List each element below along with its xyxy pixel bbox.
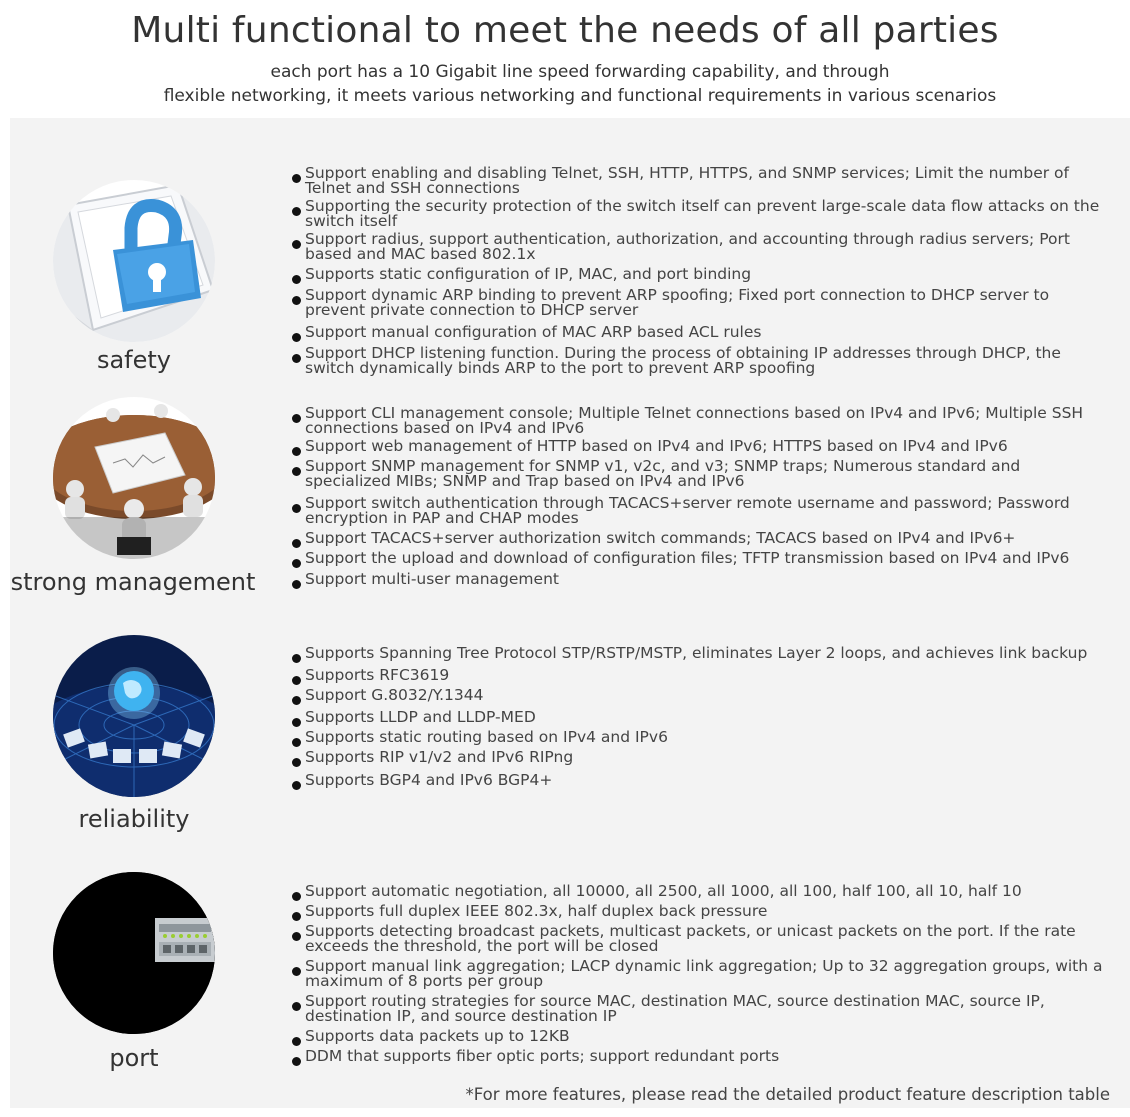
list-item: Supports full duplex IEEE 802.3x, half duplex back pressure xyxy=(291,904,1111,919)
list-item: Supports LLDP and LLDP-MED xyxy=(291,710,1111,725)
list-item: Support DHCP listening function. During the process of obtaining IP addresses through DHCP, the switch dynamically binds ARP to the port to prevent ARP spoofing xyxy=(291,346,1111,376)
list-item: Supports RIP v1/v2 and IPv6 RIPng xyxy=(291,750,1111,765)
list-item: Support manual configuration of MAC ARP based ACL rules xyxy=(291,325,1111,340)
list-item: Support multi-user management xyxy=(291,572,1111,587)
meeting-table-icon xyxy=(53,397,215,559)
list-item: Supports detecting broadcast packets, multicast packets, or unicast packets on the port. If the rate exceeds the threshold, the port will be closed xyxy=(291,924,1111,954)
list-item: Supports data packets up to 12KB xyxy=(291,1029,1111,1044)
list-item: Support switch authentication through TACACS+server remote username and password; Password encryption in PAP and CHAP modes xyxy=(291,496,1111,526)
management-feature-list xyxy=(291,406,1111,587)
list-item: Support automatic negotiation, all 10000, all 2500, all 1000, all 100, half 100, all 10, half 10 xyxy=(291,884,1111,899)
list-item: Supports static configuration of IP, MAC, and port binding xyxy=(291,267,1111,282)
section-label-strong-management: strong management xyxy=(10,568,256,596)
list-item: Support enabling and disabling Telnet, SSH, HTTP, HTTPS, and SNMP services; Limit the number of Telnet and SSH connections xyxy=(291,166,1111,196)
subtitle-line-2: flexible networking, it meets various networking and functional requirements in various scenarios xyxy=(163,86,997,106)
list-item: Support SNMP management for SNMP v1, v2c, and v3; SNMP traps; Numerous standard and specialized MIBs; SNMP and Trap based on IPv4 and IPv6 xyxy=(291,459,1111,489)
port-feature-list xyxy=(291,884,1111,1064)
list-item: Support CLI management console; Multiple Telnet connections based on IPv4 and IPv6; Multiple SSH connections based on IPv4 and IPv6 xyxy=(291,406,1111,436)
ethernet-port-icon xyxy=(53,872,215,1034)
network-globe-icon xyxy=(53,635,215,797)
section-label-safety: safety xyxy=(96,346,172,374)
list-item: Support dynamic ARP binding to prevent ARP spoofing; Fixed port connection to DHCP server to prevent private connection to DHCP server xyxy=(291,288,1111,318)
list-item: Support TACACS+server authorization switch commands; TACACS based on IPv4 and IPv6+ xyxy=(291,531,1111,546)
list-item: Supports Spanning Tree Protocol STP/RSTP/MSTP, eliminates Layer 2 loops, and achieves link backup xyxy=(291,646,1111,661)
list-item: Support radius, support authentication, authorization, and accounting through radius servers; Port based and MAC based 802.1x xyxy=(291,232,1111,262)
list-item: Support routing strategies for source MAC, destination MAC, source destination MAC, source IP, destination IP, and source destination IP xyxy=(291,994,1111,1024)
subtitle-line-1: each port has a 10 Gigabit line speed forwarding capability, and through xyxy=(270,62,890,82)
list-item: Support the upload and download of configuration files; TFTP transmission based on IPv4 and IPv6 xyxy=(291,551,1111,566)
list-item: Supports static routing based on IPv4 and IPv6 xyxy=(291,730,1111,745)
list-item: Supporting the security protection of the switch itself can prevent large-scale data flow attacks on the switch itself xyxy=(291,199,1111,229)
safety-feature-list xyxy=(291,166,1111,376)
page-title: Multi functional to meet the needs of all parties xyxy=(131,10,999,51)
list-item: DDM that supports fiber optic ports; support redundant ports xyxy=(291,1049,1111,1064)
list-item: Support web management of HTTP based on IPv4 and IPv6; HTTPS based on IPv4 and IPv6 xyxy=(291,439,1111,454)
list-item: Supports BGP4 and IPv6 BGP4+ xyxy=(291,773,1111,788)
list-item: Support manual link aggregation; LACP dynamic link aggregation; Up to 32 aggregation groups, with a maximum of 8 ports per group xyxy=(291,959,1111,989)
section-label-reliability: reliability xyxy=(78,805,190,833)
padlock-key-icon xyxy=(53,180,215,342)
list-item: Supports RFC3619 xyxy=(291,668,1111,683)
reliability-feature-list xyxy=(291,646,1111,788)
section-label-port: port xyxy=(109,1044,159,1072)
list-item: Support G.8032/Y.1344 xyxy=(291,688,1111,703)
footnote: *For more features, please read the detailed product feature description table xyxy=(465,1085,1110,1104)
